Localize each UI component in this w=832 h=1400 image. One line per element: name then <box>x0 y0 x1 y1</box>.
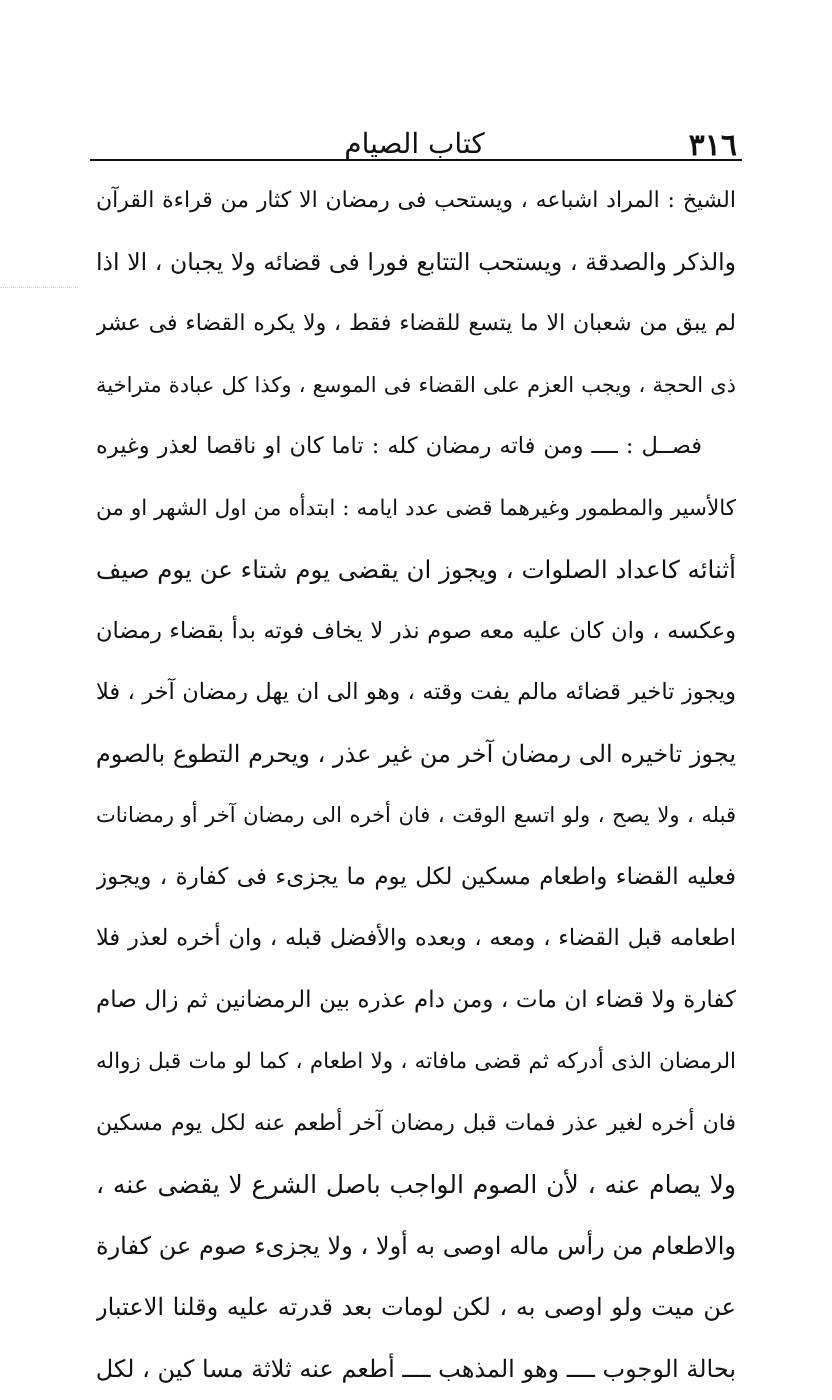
text-line: أثنائه كاعداد الصلوات ، ويجوز ان يقضى يوم شتاء عن يوم صيف <box>96 539 736 601</box>
text-line: كفارة ولا قضاء ان مات ، ومن دام عذره بين الرمضانين ثم زال صام <box>96 970 736 1032</box>
section-heading-line: فصــل : ــــ ومن فاته رمضان كله : تاما كان او ناقصا لعذر وغيره <box>96 416 736 478</box>
text-line: ذى الحجة ، ويجب العزم على القضاء فى الموسع ، وكذا كل عبادة متراخية <box>96 355 736 417</box>
text-line: كالأسير والمطمور وغيرهما قضى عدد ايامه : ابتدأه من اول الشهر او من <box>96 478 736 540</box>
text-line: فان أخره لغير عذر فمات قبل رمضان آخر أطعم عنه لكل يوم مسكين <box>96 1093 736 1155</box>
text-line: يجوز تاخيره الى رمضان آخر من غير عذر ، ويحرم التطوع بالصوم <box>96 724 736 786</box>
text-line: فعليه القضاء واطعام مسكين لكل يوم ما يجزىء فى كفارة ، ويجوز <box>96 847 736 909</box>
text-line: والاطعام من رأس ماله اوصى به أولا ، ولا يجزىء صوم عن كفارة <box>96 1216 736 1278</box>
body-text <box>96 170 736 1400</box>
running-header <box>92 118 737 164</box>
header-rule <box>90 159 742 161</box>
text-line: والذكر والصدقة ، ويستحب التتابع فورا فى قضائه ولا يجبان ، الا اذا <box>96 232 736 294</box>
scan-margin-mark <box>0 287 78 288</box>
text-line: لم يبق من شعبان الا ما يتسع للقضاء فقط ، ولا يكره القضاء فى عشر <box>96 293 736 355</box>
text-line: الشيخ : المراد اشباعه ، ويستحب فى رمضان الا كثار من قراءة القرآن <box>96 170 736 232</box>
text-line: الرمضان الذى أدركه ثم قضى مافاته ، ولا اطعام ، كما لو مات قبل زواله <box>96 1031 736 1093</box>
text-line: بحالة الوجوب ــــ وهو المذهب ــــ أطعم عنه ثلاثة مسا كين ، لكل <box>96 1339 736 1400</box>
text-line: ويجوز تاخير قضائه مالم يفت وقته ، وهو الى ان يهل رمضان آخر ، فلا <box>96 662 736 724</box>
text-line: اطعامه قبل القضاء ، ومعه ، وبعده والأفضل قبله ، وان أخره لعذر فلا <box>96 908 736 970</box>
page-number: ٣١٦ <box>689 126 737 166</box>
text-line: وعكسه ، وان كان عليه معه صوم نذر لا يخاف فوته بدأ بقضاء رمضان <box>96 601 736 663</box>
text-line: قبله ، ولا يصح ، ولو اتسع الوقت ، فان أخره الى رمضان آخر أو رمضانات <box>96 785 736 847</box>
book-title: كتاب الصيام <box>92 124 737 164</box>
text-line: عن ميت ولو اوصى به ، لكن لومات بعد قدرته عليه وقلنا الاعتبار <box>96 1277 736 1339</box>
text-line: ولا يصام عنه ، لأن الصوم الواجب باصل الشرع لا يقضى عنه ، <box>96 1154 736 1216</box>
